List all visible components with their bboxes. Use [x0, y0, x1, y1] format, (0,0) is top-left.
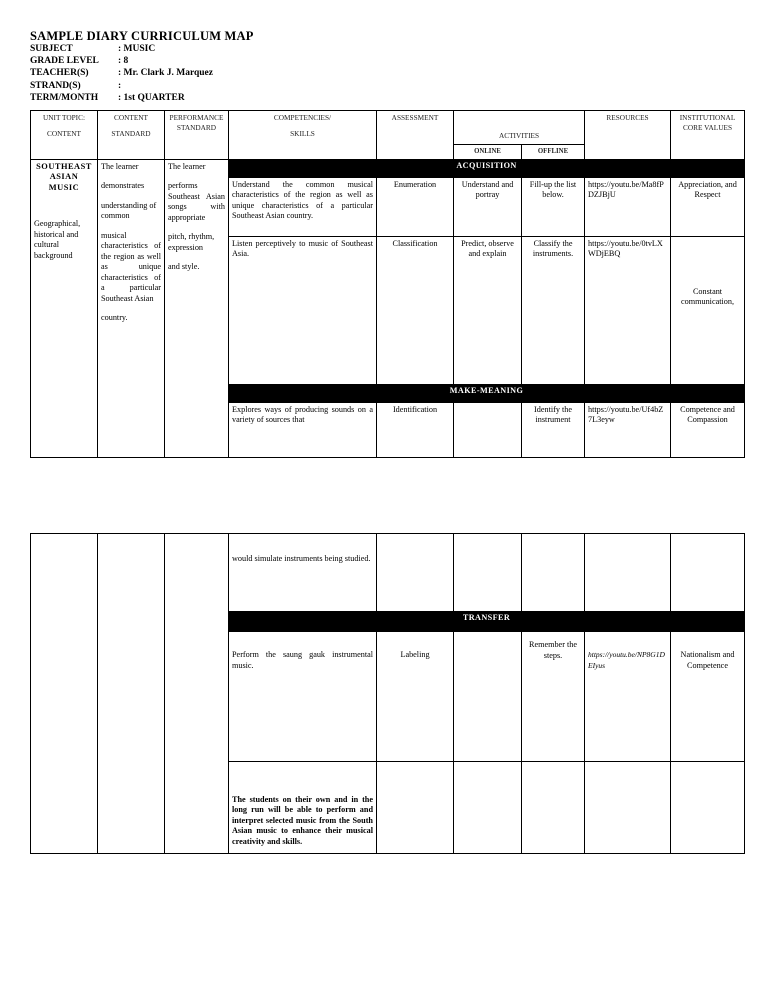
header-content-standard	[98, 111, 165, 160]
curriculum-map-table	[30, 110, 745, 458]
resource-link[interactable]: https://youtu.be/NP8G1DEIyus	[585, 632, 671, 762]
core-values-cell	[671, 762, 745, 854]
core-values-cell: Appreciation, and Respect	[671, 177, 745, 236]
unit-content: Geographical, historical and cultural background	[34, 219, 81, 260]
offline-activity-cell: Classify the instruments.	[522, 236, 585, 384]
meta-strand	[30, 80, 213, 92]
offline-activity-cell	[522, 762, 585, 854]
section-make-meaning: MAKE-MEANING	[229, 384, 745, 402]
meta-label: TEACHER(S)	[30, 68, 89, 79]
core-values-cell: Competence and Compassion	[671, 402, 745, 457]
header-assessment: ASSESSMENT	[377, 111, 454, 160]
online-activity-cell: Understand and portray	[454, 177, 522, 236]
core-values-cell	[671, 534, 745, 612]
header-resources: RESOURCES	[585, 111, 671, 160]
meta-value: : 8	[118, 56, 129, 67]
meta-value: :	[118, 80, 122, 91]
offline-activity-cell	[522, 534, 585, 612]
header-competencies-label: COMPETENCIES/	[273, 113, 332, 122]
resource-link[interactable]: https://youtu.be/Ma8fPDZJBjU	[585, 177, 671, 236]
core-values-cell: Constant communication,	[671, 236, 745, 384]
unit-topic-cell	[31, 159, 98, 457]
content-standard-l2: demonstrates	[101, 181, 145, 190]
performance-standard-l3: pitch, rhythm, expression	[168, 232, 215, 252]
content-standard-l5: country.	[101, 313, 128, 322]
transfer-goal: The students on their own and in the long run will be able to perform and interpret selected music from the South Asian music to enhance their musical creativity and skills.	[229, 762, 377, 854]
header-content-standard-l2: STANDARD	[111, 128, 151, 138]
section-transfer: TRANSFER	[229, 612, 745, 632]
content-standard-cell	[98, 159, 165, 457]
table-row	[31, 534, 745, 612]
competency-continued: would simulate instruments being studied.	[229, 534, 377, 612]
assessment-cell: Classification	[377, 236, 454, 384]
competency-cell: Listen perceptively to music of Southeast Asia.	[229, 236, 377, 384]
meta-label: STRAND(S)	[30, 80, 81, 91]
curriculum-map-table-continued	[30, 533, 745, 854]
header-activities: ACTIVITIES	[454, 111, 585, 145]
meta-grade-level	[30, 55, 213, 67]
resource-link[interactable]: https://youtu.be/0tvLXWDjEBQ	[585, 236, 671, 384]
performance-standard-l4: and style.	[168, 262, 200, 271]
performance-standard-l1: The learner	[168, 161, 206, 171]
header-core-values: INSTITUTIONAL CORE VALUES	[671, 111, 745, 160]
offline-activity-cell: Remember the steps.	[522, 632, 585, 762]
document-meta	[30, 43, 213, 104]
header-offline: OFFLINE	[522, 145, 585, 160]
resource-cell	[585, 534, 671, 612]
performance-standard-l2: performs Southeast Asian songs with appropriate	[168, 181, 225, 222]
meta-label: SUBJECT	[30, 44, 73, 54]
competency-cell: Understand the common musical characteristics of the region as well as unique characteristics of a particular Southeast Asian country.	[229, 177, 377, 236]
assessment-cell: Enumeration	[377, 177, 454, 236]
offline-activity-cell: Fill-up the list below.	[522, 177, 585, 236]
core-values-cell: Nationalism and Competence	[671, 632, 745, 762]
resource-cell	[585, 762, 671, 854]
unit-topic-title: SOUTHEAST ASIAN MUSIC	[36, 161, 92, 192]
online-activity-cell	[454, 762, 522, 854]
header-content-standard-l1: CONTENT	[113, 113, 149, 122]
content-standard-cell	[98, 534, 165, 854]
header-online: ONLINE	[454, 145, 522, 160]
meta-label: GRADE LEVEL	[30, 56, 99, 67]
assessment-cell	[377, 762, 454, 854]
header-competencies	[229, 111, 377, 160]
content-standard-l1: The learner	[101, 161, 139, 171]
content-standard-l4: musical characteristics of the region as well as unique characteristics of a particular Southeast Asian	[101, 230, 161, 303]
meta-subject	[30, 43, 213, 55]
performance-standard-cell	[165, 159, 229, 457]
content-standard-l3: understanding of common	[101, 200, 157, 220]
online-activity-cell	[454, 632, 522, 762]
offline-activity-cell: Identify the instrument	[522, 402, 585, 457]
meta-label: TERM/MONTH	[30, 92, 99, 103]
document-title: SAMPLE DIARY CURRICULUM MAP	[30, 29, 254, 43]
header-performance-standard: PERFORMANCE STANDARD	[165, 111, 229, 160]
competency-cell: Perform the saung gauk instrumental music.	[229, 632, 377, 762]
header-skills-label: SKILLS	[290, 128, 315, 138]
meta-term	[30, 92, 213, 104]
assessment-cell	[377, 534, 454, 612]
competency-cell: Explores ways of producing sounds on a variety of sources that	[229, 402, 377, 457]
header-unit-topic-label: UNIT TOPIC:	[43, 113, 85, 122]
meta-value: : MUSIC	[118, 44, 156, 54]
section-acquisition: ACQUISITION	[229, 159, 745, 177]
meta-value: : Mr. Clark J. Marquez	[118, 68, 213, 79]
header-content-label: CONTENT	[46, 128, 82, 138]
online-activity-cell	[454, 534, 522, 612]
meta-value: : 1st QUARTER	[118, 92, 185, 103]
resource-link[interactable]: https://youtu.be/Uf4bZ7L3eyw	[585, 402, 671, 457]
performance-standard-cell	[165, 534, 229, 854]
unit-topic-cell	[31, 534, 98, 854]
online-activity-cell: Predict, observe and explain	[454, 236, 522, 384]
meta-teacher	[30, 67, 213, 79]
assessment-cell: Labeling	[377, 632, 454, 762]
header-unit-topic	[31, 111, 98, 160]
online-activity-cell	[454, 402, 522, 457]
assessment-cell: Identification	[377, 402, 454, 457]
